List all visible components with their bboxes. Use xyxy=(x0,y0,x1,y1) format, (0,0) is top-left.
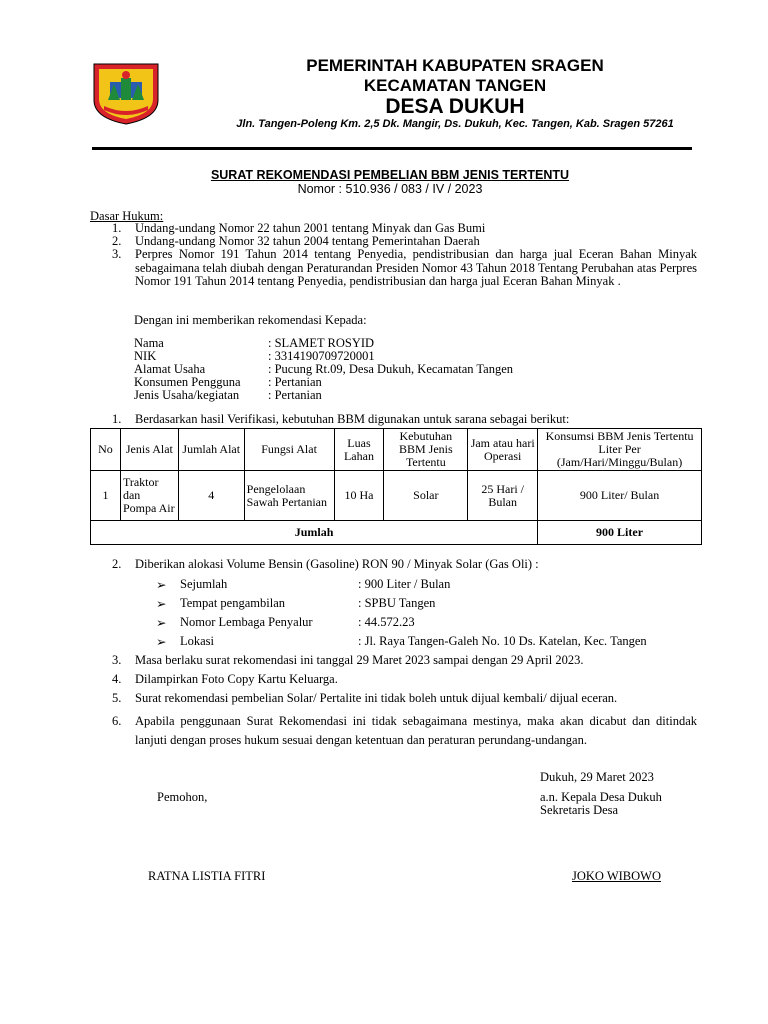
table-total-label: Jumlah xyxy=(91,521,538,545)
table-cell: 4 xyxy=(178,471,244,521)
applicant-label: Pemohon, xyxy=(157,790,208,804)
field-value: : Pucung Rt.09, Desa Dukuh, Kecamatan Tangen xyxy=(268,362,514,376)
table-cell: 25 Hari / Bulan xyxy=(468,471,538,521)
field-value: : Pertanian xyxy=(268,375,322,389)
header-divider xyxy=(92,147,692,150)
legal-basis-item: 3. Perpres Nomor 191 Tahun 2014 tentang Penyedia, pendistribusian dan harga jual Eceran Bahan Minyak sebagaimana telah diubah dengan Peraturandan Presiden Nomor 43 Tahun 2018 Tentang Perubahan atas Perpres Nomor 191 Tahun 2014 tentang Penyedia, pendistribusian dan harga jual Eceran Bahan Minyak . xyxy=(112,247,697,288)
regency-emblem-logo xyxy=(90,60,162,126)
arrow-bullet-icon: ➢ xyxy=(156,616,167,630)
table-header-row xyxy=(91,429,702,471)
table-header-cell: Kebutuhan BBM Jenis Tertentu xyxy=(384,429,468,471)
table-cell: 900 Liter/ Bulan xyxy=(538,471,702,521)
field-label: Jenis Usaha/kegiatan xyxy=(134,388,240,402)
table-cell: Pengelolaan Sawah Pertanian xyxy=(244,471,334,521)
arrow-bullet-icon: ➢ xyxy=(156,578,167,592)
table-row xyxy=(91,471,702,521)
legal-basis-item: 1. Undang-undang Nomor 22 tahun 2001 tentang Minyak dan Gas Bumi xyxy=(112,221,486,235)
point-1: 1. Berdasarkan hasil Verifikasi, kebutuhan BBM digunakan untuk sarana sebagai berikut: xyxy=(112,412,570,426)
field-label: Konsumen Pengguna xyxy=(134,375,241,389)
header-government: PEMERINTAH KABUPATEN SRAGEN xyxy=(306,56,604,75)
table-total-value: 900 Liter xyxy=(538,521,702,545)
table-total-row xyxy=(91,521,702,545)
letter-title: SURAT REKOMENDASI PEMBELIAN BBM JENIS TERTENTU xyxy=(210,168,570,182)
legal-basis-label: Dasar Hukum: xyxy=(90,209,164,223)
table-header-cell: Jumlah Alat xyxy=(178,429,244,471)
point-6: 6. Apabila penggunaan Surat Rekomendasi ini tidak sebagaimana mestinya, maka akan dicabut dan ditindak lanjuti dengan proses hukum sesuai dengan ketentuan dan peraturan perundang-undangan. xyxy=(112,714,697,747)
legal-basis-item: 2. Undang-undang Nomor 32 tahun 2004 tentang Pemerintahan Daerah xyxy=(112,234,480,248)
field-label: NIK xyxy=(134,349,157,363)
table-header-cell: Fungsi Alat xyxy=(244,429,334,471)
field-value: : 3314190709720001 xyxy=(268,349,375,363)
arrow-bullet-icon: ➢ xyxy=(156,597,167,611)
field-label: Nama xyxy=(134,336,164,350)
table-header-cell: Jam atau hari Operasi xyxy=(468,429,538,471)
arrow-bullet-icon: ➢ xyxy=(156,635,167,649)
point-4: 4. Dilampirkan Foto Copy Kartu Keluarga. xyxy=(112,672,338,686)
table-header-cell: Konsumsi BBM Jenis Tertentu Liter Per (Jam/Hari/Minggu/Bulan) xyxy=(538,429,702,471)
table-header-cell: Luas Lahan xyxy=(334,429,384,471)
table-cell: Solar xyxy=(384,471,468,521)
field-label: Alamat Usaha xyxy=(134,362,206,376)
table-header-cell: Jenis Alat xyxy=(120,429,178,471)
official-position: Sekretaris Desa xyxy=(540,803,619,817)
header-address: Jln. Tangen-Poleng Km. 2,5 Dk. Mangir, Ds. Dukuh, Kec. Tangen, Kab. Sragen 57261 xyxy=(236,118,674,130)
header-village: DESA DUKUH xyxy=(385,95,525,118)
table-cell: 10 Ha xyxy=(334,471,384,521)
equipment-table xyxy=(90,428,702,545)
letter-number: Nomor : 510.936 / 083 / IV / 2023 xyxy=(297,182,483,196)
table-header-cell: No xyxy=(91,429,121,471)
field-value: : Pertanian xyxy=(268,388,322,402)
table-cell: 1 xyxy=(91,471,121,521)
recipient-intro: Dengan ini memberikan rekomendasi Kepada: xyxy=(134,313,367,327)
signature-date: Dukuh, 29 Maret 2023 xyxy=(540,770,654,784)
point-5: 5. Surat rekomendasi pembelian Solar/ Pertalite ini tidak boleh untuk dijual kembali/ dijual eceran. xyxy=(112,691,618,705)
official-title: a.n. Kepala Desa Dukuh xyxy=(540,790,662,804)
table-cell: Traktor dan Pompa Air xyxy=(120,471,178,521)
applicant-name: RATNA LISTIA FITRI xyxy=(148,869,266,883)
field-value: : SLAMET ROSYID xyxy=(268,336,375,350)
header-district: KECAMATAN TANGEN xyxy=(363,76,547,95)
point-2: 2. Diberikan alokasi Volume Bensin (Gasoline) RON 90 / Minyak Solar (Gas Oli) : xyxy=(112,557,539,571)
official-name: JOKO WIBOWO xyxy=(572,869,661,883)
point-3: 3. Masa berlaku surat rekomendasi ini tanggal 29 Maret 2023 sampai dengan 29 April 2023. xyxy=(112,653,584,667)
